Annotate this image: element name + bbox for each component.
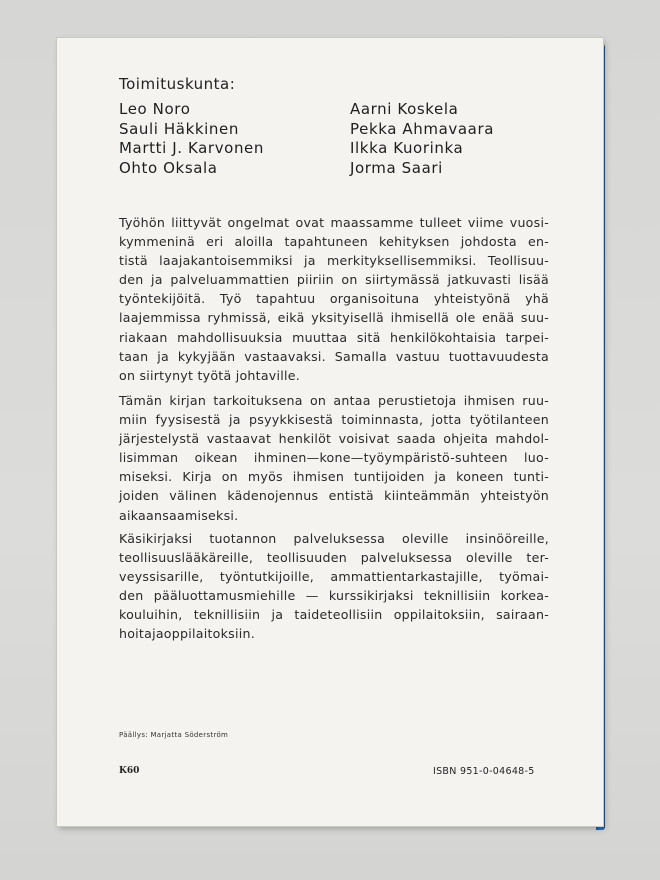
editor-list-right: [350, 100, 494, 178]
text-line: miin fyysisestä ja psyykkisestä toiminnasta, jotta työtilanteen: [119, 412, 549, 428]
isbn-number: ISBN 951-0-04648-5: [433, 766, 535, 777]
text-line: hoitajaoppilaitoksiin.: [119, 626, 255, 642]
editor-name: Sauli Häkkinen: [119, 119, 239, 138]
text-line: riakaan mahdollisuuksia muuttaa sitä henkilökohtaisia tarpei-: [119, 329, 549, 345]
description-paragraph-3: [119, 529, 549, 644]
editor-name: Jorma Saari: [350, 158, 443, 177]
text-line: aikaansaamiseksi.: [119, 507, 239, 523]
editor-list-left: [119, 100, 264, 178]
editorial-board-title: Toimituskunta:: [119, 75, 236, 93]
editor-name: Ilkka Kuorinka: [350, 139, 464, 157]
text-line: kouluihin, teknillisiin ja taideteollisiin oppilaitoksiin, sairaan-: [119, 607, 549, 623]
text-line: Tämän kirjan tarkoituksena on antaa perustietoja ihmisen ruu-: [119, 393, 549, 408]
cover-design-credit: Päällys: Marjatta Söderström: [119, 731, 229, 739]
text-line: veyssisarille, työntutkijoille, ammattientarkastajille, työmai-: [119, 569, 549, 585]
description-paragraph-2: [119, 391, 549, 525]
text-line: taan ja kykyjään vastaavaksi. Samalla vastuu tuottavuudesta: [119, 348, 549, 364]
text-line: joiden välinen kädenojennus entistä kiinteämmän yhteistyön: [119, 488, 549, 504]
editor-name: Ohto Oksala: [119, 158, 218, 177]
text-line: miseksi. Kirja on myös ihmisen tuntijoiden ja koneen tunti-: [119, 469, 549, 485]
editor-name: Leo Noro: [119, 100, 191, 118]
text-line: Käsikirjaksi tuotannon palveluksessa oleville insinööreille,: [119, 531, 549, 546]
text-line: teollisuuslääkäreille, teollisuuden palveluksessa oleville ter-: [119, 550, 549, 566]
editor-name: Pekka Ahmavaara: [350, 119, 494, 138]
text-line: Työhön liittyvät ongelmat ovat maassamme tulleet viime vuosi-: [119, 215, 549, 230]
description-paragraph-1: [119, 213, 549, 385]
text-line: tistä laajakantoisemmiksi ja merkityksellisemmiksi. Teollisuu-: [119, 253, 549, 269]
text-line: laajemmissa ryhmissä, eikä yksityisellä ihmisellä ole enää suu-: [119, 310, 549, 326]
text-line: kymmeninä eri aloilla tapahtuneen kehityksen johdosta en-: [119, 234, 549, 250]
text-line: lisimman oikean ihminen—kone—työympäristö-suhteen luo-: [119, 450, 549, 466]
editor-name: Aarni Koskela: [350, 100, 459, 118]
text-line: den pääluottamusmiehille — kurssikirjaksi teknillisiin korkea-: [119, 588, 549, 604]
text-line: den ja palveluammattien piiriin on siirtymässä jatkuvasti lisää: [119, 272, 549, 288]
text-line: on siirtynyt työtä johtaville.: [119, 367, 300, 383]
editor-name: Martti J. Karvonen: [119, 139, 264, 157]
text-line: työntekijöitä. Työ tapahtuu organisoituna yhteistyönä yhä: [119, 291, 549, 307]
text-line: järjestelystä vastaavat henkilöt voisivat saada ohjeita mahdol-: [119, 431, 549, 447]
catalog-code: K60: [119, 766, 140, 776]
